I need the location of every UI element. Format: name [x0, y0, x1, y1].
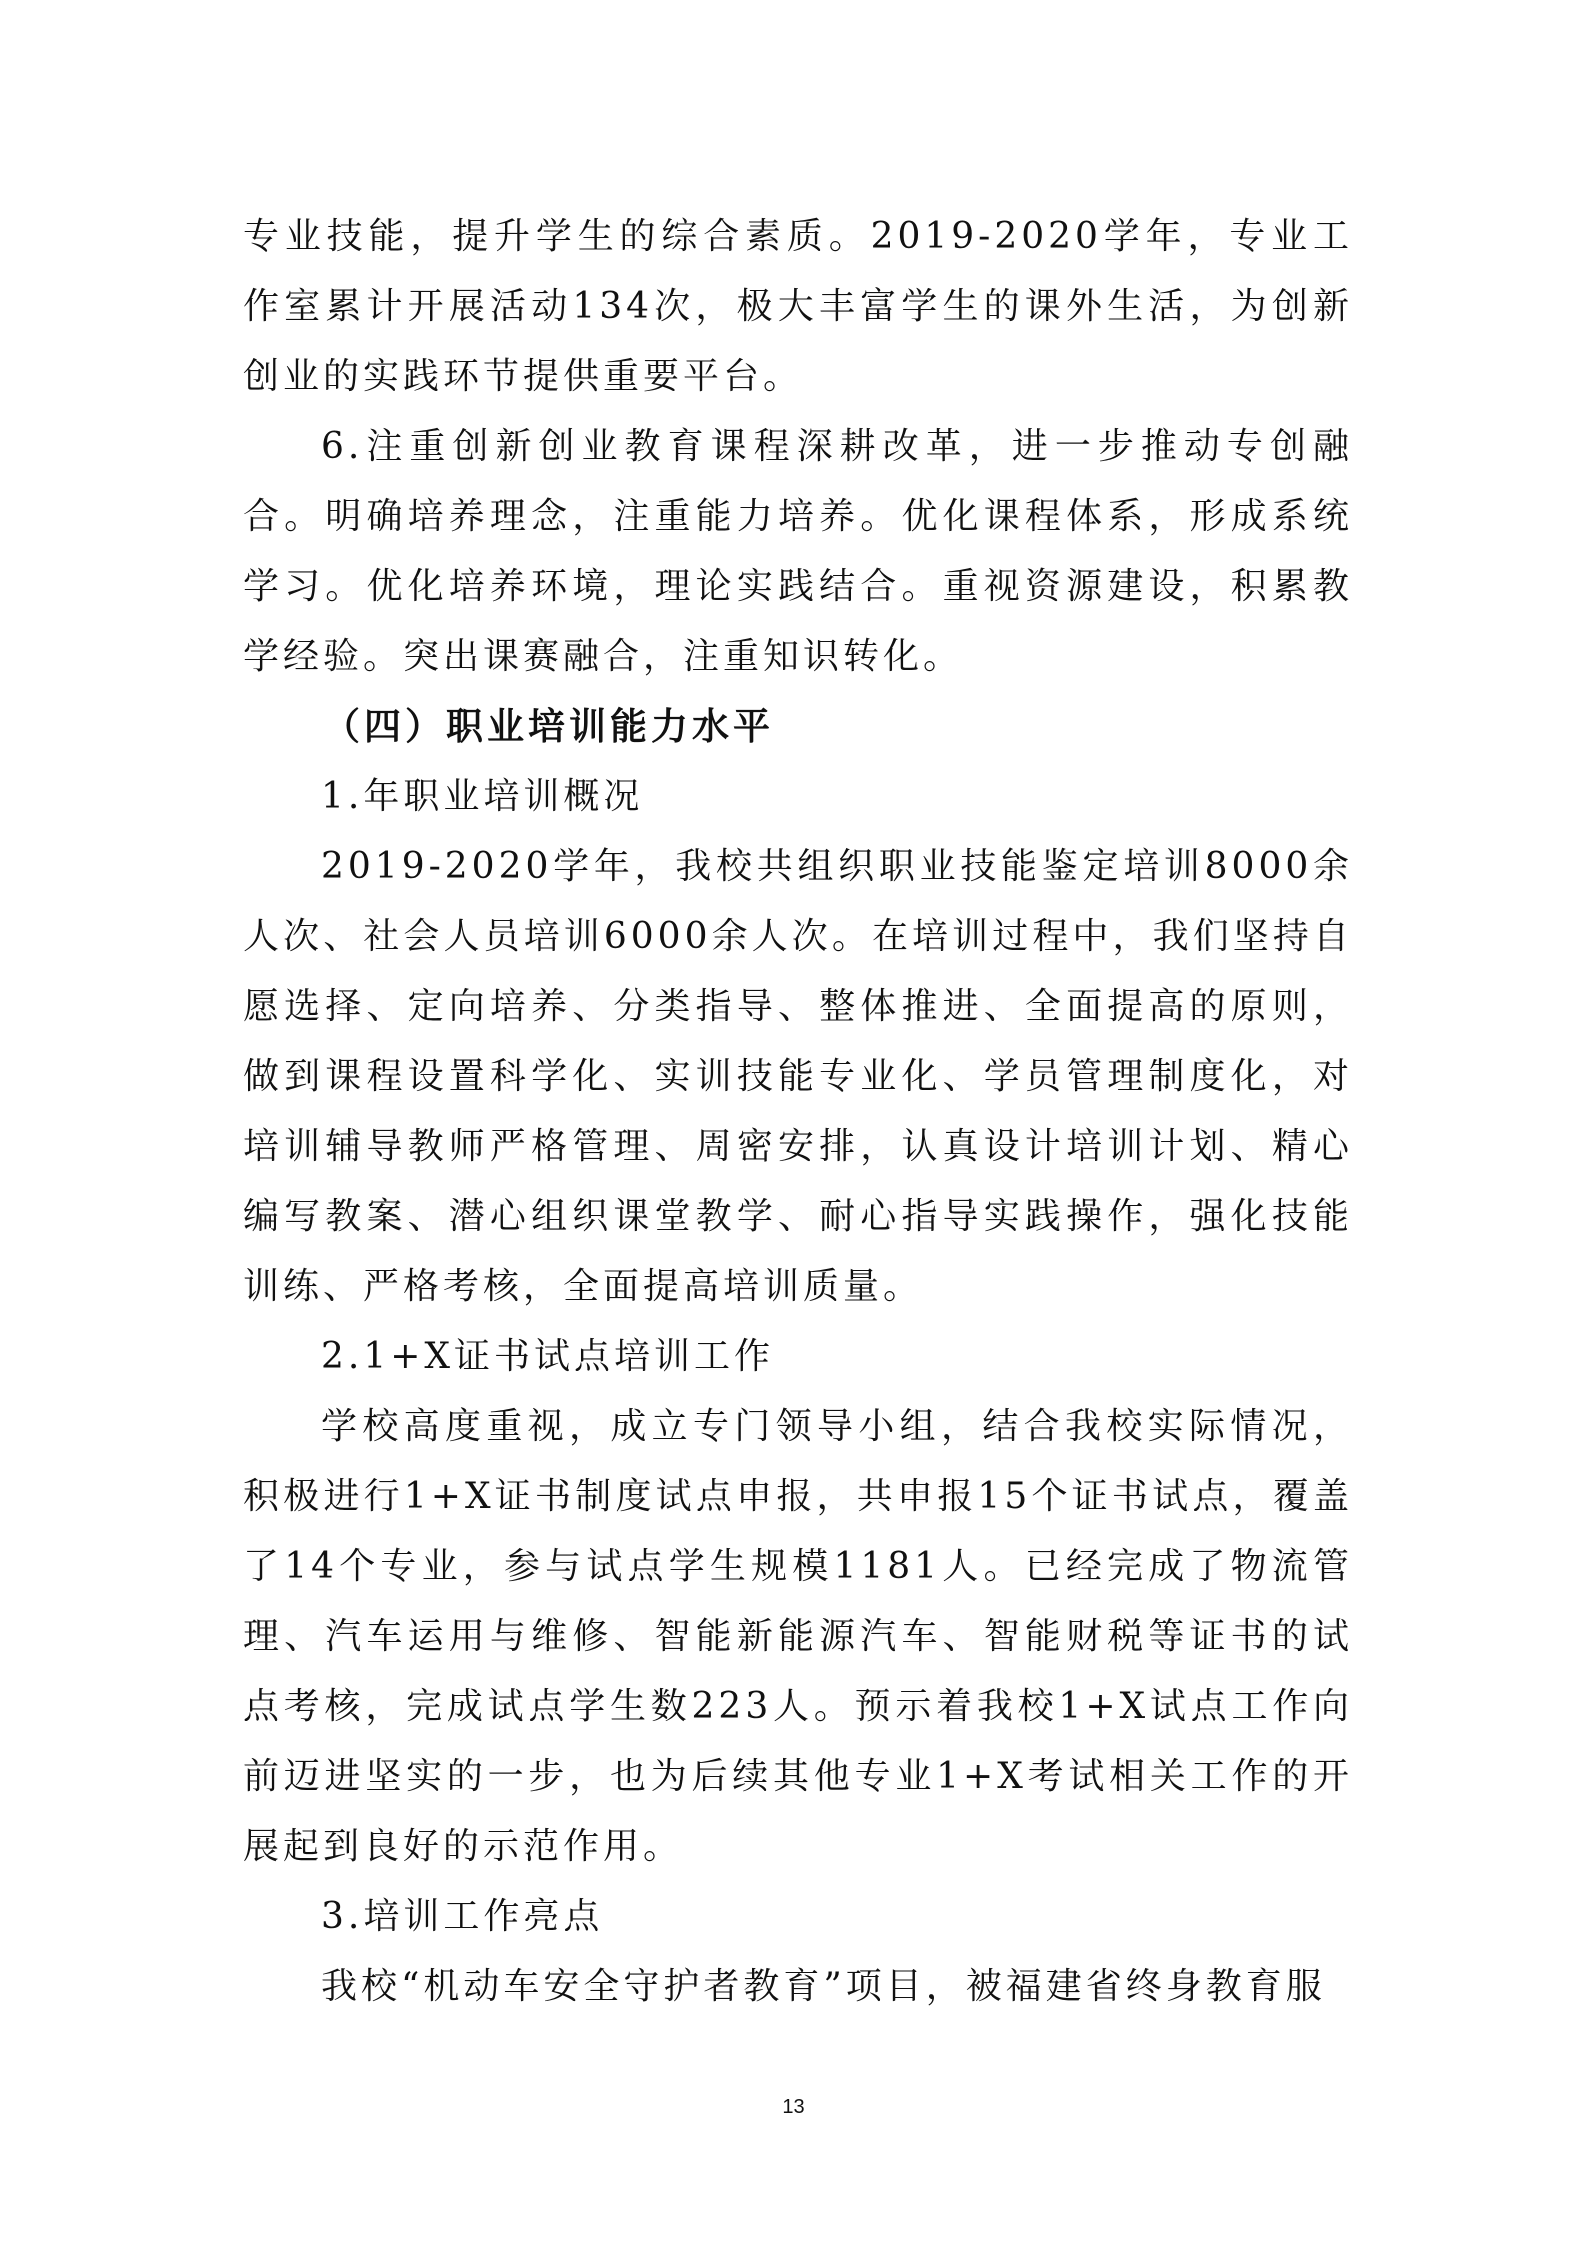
page-number: 13	[782, 2096, 805, 2118]
page-body	[243, 202, 1353, 2022]
paragraph-continued: 专业技能，提升学生的综合素质。2019-2020学年，专业工作室累计开展活动134次，极大丰富学生的课外生活，为创新创业的实践环节提供重要平台。	[243, 216, 1353, 397]
paragraph-training-overview: 2019-2020学年，我校共组织职业技能鉴定培训8000余人次、社会人员培训6000余人次。在培训过程中，我们坚持自愿选择、定向培养、分类指导、整体推进、全面提高的原则，做到课程设置科学化、实训技能专业化、学员管理制度化，对培训辅导教师严格管理、周密安排，认真设计培训计划、精心编写教案、潜心组织课堂教学、耐心指导实践操作，强化技能训练、严格考核，全面提高培训质量。	[243, 846, 1353, 1307]
subheading-1: 1.年职业培训概况	[321, 776, 644, 817]
section-heading: （四）职业培训能力水平	[323, 705, 774, 748]
paragraph-highlights: 我校“机动车安全守护者教育”项目，被福建省终身教育服	[321, 1966, 1326, 2007]
paragraph-item-6: 6.注重创新创业教育课程深耕改革，进一步推动专创融合。明确培养理念，注重能力培养。优化课程体系，形成系统学习。优化培养环境，理论实践结合。重视资源建设，积累教学经验。突出课赛融合，注重知识转化。	[243, 426, 1353, 677]
paragraph-certificate-pilot: 学校高度重视，成立专门领导小组，结合我校实际情况，积极进行1+X证书制度试点申报，共申报15个证书试点，覆盖了14个专业，参与试点学生规模1181人。已经完成了物流管理、汽车运用与维修、智能新能源汽车、智能财税等证书的试点考核，完成试点学生数223人。预示着我校1+X试点工作向前迈进坚实的一步，也为后续其他专业1+X考试相关工作的开展起到良好的示范作用。	[243, 1406, 1353, 1867]
subheading-3: 3.培训工作亮点	[321, 1896, 604, 1937]
subheading-2: 2.1+X证书试点培训工作	[321, 1336, 775, 1377]
